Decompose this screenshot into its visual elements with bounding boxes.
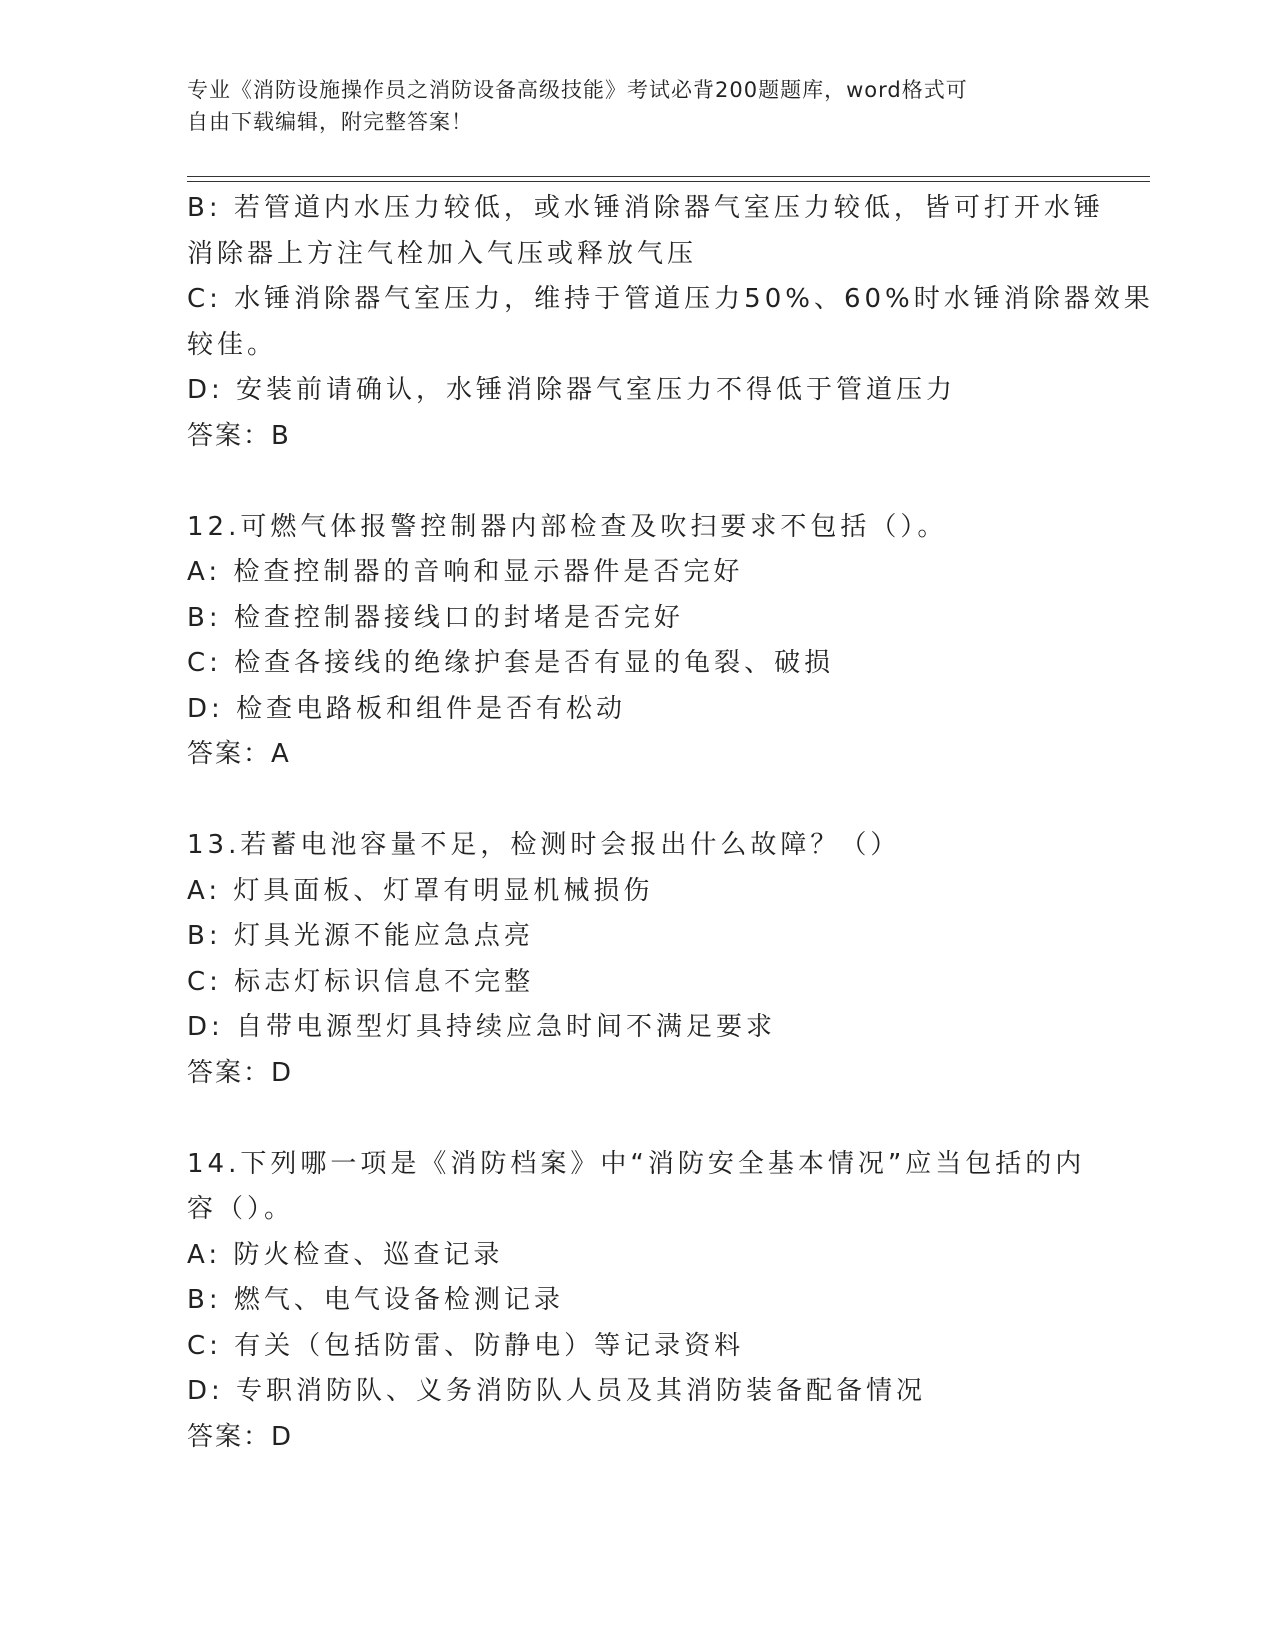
answer-line: 答案：D: [187, 1057, 294, 1088]
option-b: B: 检查控制器接线口的封堵是否完好: [187, 602, 684, 633]
answer-line: 答案：A: [187, 739, 291, 769]
spacer: [187, 459, 1087, 505]
option-b-continued: 消除器上方注气栓加入气压或释放气压: [187, 238, 698, 269]
question-stem: 14.下列哪一项是《消防档案》中“消防安全基本情况”应当包括的内: [187, 1148, 1086, 1179]
question-block-14: [187, 1142, 1087, 1461]
option-b: B: 灯具光源不能应急点亮: [187, 921, 534, 951]
question-block-12: [187, 505, 1087, 778]
option-b: B: 燃气、电气设备检测记录: [187, 1285, 564, 1315]
header-divider: [187, 176, 1150, 182]
question-block-13: [187, 823, 1087, 1096]
option-c: C: 有关（包括防雷、防静电）等记录资料: [187, 1330, 745, 1361]
option-c: C: 水锤消除器气室压力，维持于管道压力50%、60%时水锤消除器效果: [187, 284, 1154, 314]
option-d: D: 自带电源型灯具持续应急时间不满足要求: [187, 1012, 777, 1042]
spacer: [187, 778, 1087, 824]
answer-line: 答案：D: [187, 1421, 294, 1452]
option-d: D: 检查电路板和组件是否有松动: [187, 693, 627, 724]
header-line-1: 专业《消防设施操作员之消防设备高级技能》考试必背200题题库，word格式可: [187, 78, 968, 102]
option-c: C: 标志灯标识信息不完整: [187, 966, 535, 997]
option-a: A: 检查控制器的音响和显示器件是否完好: [187, 557, 744, 587]
question-block-11-continued: [187, 186, 1154, 459]
question-stem: 12.可燃气体报警控制器内部检查及吹扫要求不包括（）。: [187, 511, 948, 542]
option-a: A: 灯具面板、灯罩有明显机械损伤: [187, 875, 654, 906]
question-stem: 13.若蓄电池容量不足，检测时会报出什么故障？（）: [187, 830, 901, 860]
option-a: A: 防火检查、巡查记录: [187, 1239, 504, 1270]
option-c-continued: 较佳。: [187, 329, 278, 360]
spacer: [187, 1096, 1087, 1142]
page-header: [187, 74, 1067, 138]
option-d: D: 专职消防队、义务消防队人员及其消防装备配备情况: [187, 1376, 927, 1406]
answer-line: 答案：B: [187, 420, 291, 451]
option-b: B: 若管道内水压力较低，或水锤消除器气室压力较低，皆可打开水锤: [187, 193, 1104, 223]
question-stem-continued: 容（）。: [187, 1194, 295, 1224]
header-line-2: 自由下载编辑，附完整答案！: [187, 110, 473, 134]
option-c: C: 检查各接线的绝缘护套是否有显的龟裂、破损: [187, 648, 835, 678]
question-list: [187, 186, 1154, 1460]
option-d: D: 安装前请确认，水锤消除器气室压力不得低于管道压力: [187, 375, 957, 405]
